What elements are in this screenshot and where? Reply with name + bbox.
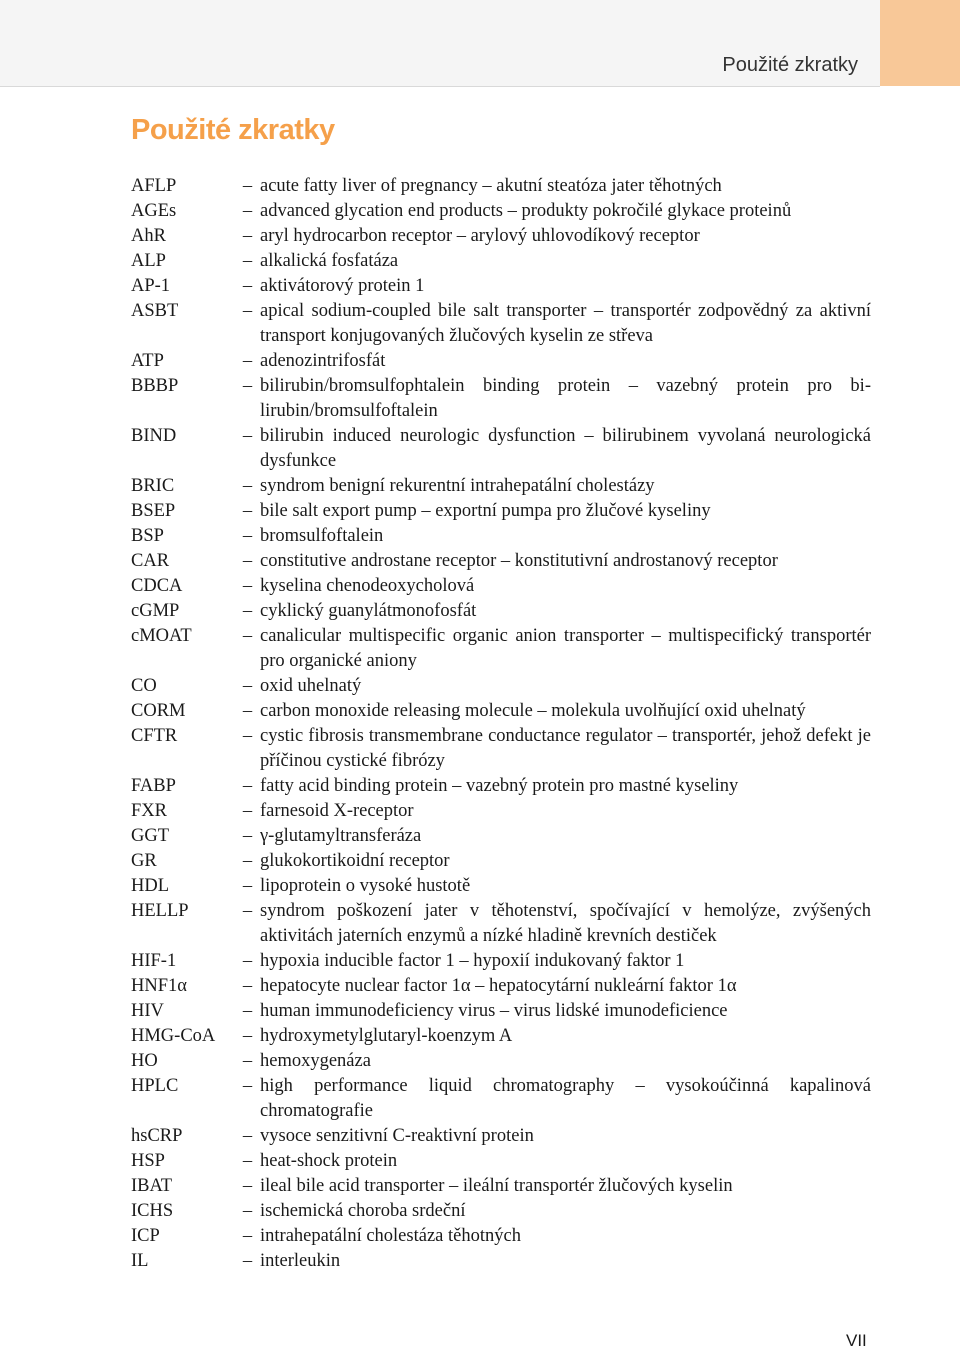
definition: ischemická choroba srdeční bbox=[260, 1201, 466, 1221]
definition: hydroxymetylglutaryl-koenzym A bbox=[260, 1026, 513, 1046]
abbreviation: HIV bbox=[131, 1001, 164, 1021]
separator-dash: – bbox=[242, 1176, 253, 1196]
abbreviation: cMOAT bbox=[131, 626, 192, 646]
separator-dash: – bbox=[242, 576, 253, 596]
abbreviation: HDL bbox=[131, 876, 170, 896]
separator-dash: – bbox=[242, 726, 253, 746]
list-item bbox=[131, 674, 871, 699]
separator-dash: – bbox=[242, 901, 253, 921]
definition: interleukin bbox=[260, 1251, 341, 1271]
definition: hemoxygenáza bbox=[260, 1051, 371, 1071]
separator-dash: – bbox=[242, 626, 253, 646]
definition: fatty acid binding protein – vazebný protein pro mastné kyseliny bbox=[260, 776, 739, 796]
list-item bbox=[131, 849, 871, 874]
definition: carbon monoxide releasing molecule – molekula uvolňující oxid uhelnatý bbox=[260, 701, 806, 721]
separator-dash: – bbox=[242, 176, 253, 196]
definition: bile salt export pump – exportní pumpa pro žlučové kyseliny bbox=[260, 501, 711, 521]
abbreviation: BIND bbox=[131, 426, 177, 446]
abbreviation: GGT bbox=[131, 826, 170, 846]
definition: canalicular multispecific organic anion transporter – multispecifický transportér pro organické aniony bbox=[260, 626, 871, 671]
header-color-tab bbox=[880, 0, 960, 86]
definition: apical sodium-coupled bile salt transporter – transportér zodpovědný za aktivní transport konjugovaných žlučových kyselin ze střeva bbox=[260, 301, 871, 346]
list-item bbox=[131, 499, 871, 524]
separator-dash: – bbox=[242, 801, 253, 821]
list-item bbox=[131, 1024, 871, 1049]
abbreviation: ATP bbox=[131, 351, 164, 371]
list-item bbox=[131, 424, 871, 474]
abbreviation: HPLC bbox=[131, 1076, 179, 1096]
list-item bbox=[131, 599, 871, 624]
separator-dash: – bbox=[242, 951, 253, 971]
list-item bbox=[131, 474, 871, 499]
list-item bbox=[131, 199, 871, 224]
list-item bbox=[131, 1049, 871, 1074]
list-item bbox=[131, 574, 871, 599]
abbreviation: GR bbox=[131, 851, 157, 871]
definition: aktivátorový protein 1 bbox=[260, 276, 425, 296]
definition: bromsulfoftalein bbox=[260, 526, 384, 546]
list-item bbox=[131, 274, 871, 299]
list-item bbox=[131, 824, 871, 849]
separator-dash: – bbox=[242, 1076, 253, 1096]
abbreviation-list bbox=[131, 174, 871, 1274]
list-item bbox=[131, 774, 871, 799]
separator-dash: – bbox=[242, 426, 253, 446]
abbreviation: HMG-CoA bbox=[131, 1026, 216, 1046]
page-number: VII bbox=[846, 1331, 867, 1350]
definition: intrahepatální cholestáza těhotných bbox=[260, 1226, 521, 1246]
separator-dash: – bbox=[242, 601, 253, 621]
definition: heat-shock protein bbox=[260, 1151, 398, 1171]
definition: cystic fibrosis transmembrane conductance regulator – transportér, jehož defekt je příčinou cystické fibrózy bbox=[260, 726, 871, 771]
list-item bbox=[131, 374, 871, 424]
definition: acute fatty liver of pregnancy – akutní steatóza jater těhotných bbox=[260, 176, 722, 196]
separator-dash: – bbox=[242, 976, 253, 996]
definition: aryl hydrocarbon receptor – arylový uhlovodíkový receptor bbox=[260, 226, 700, 246]
separator-dash: – bbox=[242, 376, 253, 396]
list-item bbox=[131, 699, 871, 724]
list-item bbox=[131, 1224, 871, 1249]
abbreviation: IL bbox=[131, 1251, 149, 1271]
list-item bbox=[131, 549, 871, 574]
definition: oxid uhelnatý bbox=[260, 676, 362, 696]
definition: constitutive androstane receptor – konstitutivní androstanový receptor bbox=[260, 551, 778, 571]
abbreviation: AP-1 bbox=[131, 276, 171, 296]
separator-dash: – bbox=[242, 526, 253, 546]
list-item bbox=[131, 799, 871, 824]
list-item bbox=[131, 624, 871, 674]
separator-dash: – bbox=[242, 1251, 253, 1271]
separator-dash: – bbox=[242, 501, 253, 521]
abbreviation: HO bbox=[131, 1051, 158, 1071]
definition: lipoprotein o vysoké hustotě bbox=[260, 876, 471, 896]
list-item bbox=[131, 1174, 871, 1199]
abbreviation: hsCRP bbox=[131, 1126, 183, 1146]
list-item bbox=[131, 1249, 871, 1274]
abbreviation: HIF-1 bbox=[131, 951, 177, 971]
definition: alkalická fosfatáza bbox=[260, 251, 399, 271]
definition: kyselina chenodeoxycholová bbox=[260, 576, 475, 596]
abbreviation: ASBT bbox=[131, 301, 179, 321]
separator-dash: – bbox=[242, 476, 253, 496]
list-item bbox=[131, 874, 871, 899]
separator-dash: – bbox=[242, 301, 253, 321]
separator-dash: – bbox=[242, 226, 253, 246]
list-item bbox=[131, 949, 871, 974]
separator-dash: – bbox=[242, 1126, 253, 1146]
list-item bbox=[131, 224, 871, 249]
definition: adenozintrifosfát bbox=[260, 351, 386, 371]
list-item bbox=[131, 1124, 871, 1149]
abbreviation: BSEP bbox=[131, 501, 176, 521]
separator-dash: – bbox=[242, 551, 253, 571]
definition: γ-glutamyltransferáza bbox=[260, 826, 422, 846]
separator-dash: – bbox=[242, 251, 253, 271]
abbreviation: CAR bbox=[131, 551, 170, 571]
definition: syndrom poškození jater v těhotenství, spočívající v hemolýze, zvýšených aktivitách jaterních enzymů a nízké hladině krevních destiček bbox=[260, 901, 871, 946]
definition: syndrom benigní rekurentní intrahepatální cholestázy bbox=[260, 476, 655, 496]
separator-dash: – bbox=[242, 1226, 253, 1246]
abbreviation: AhR bbox=[131, 226, 166, 246]
definition: advanced glycation end products – produkty pokročilé glykace proteinů bbox=[260, 201, 792, 221]
separator-dash: – bbox=[242, 776, 253, 796]
list-item bbox=[131, 299, 871, 349]
abbreviation: HELLP bbox=[131, 901, 189, 921]
running-head: Použité zkratky bbox=[722, 54, 858, 76]
definition: hypoxia inducible factor 1 – hypoxií indukovaný faktor 1 bbox=[260, 951, 685, 971]
definition: farnesoid X-receptor bbox=[260, 801, 414, 821]
list-item bbox=[131, 899, 871, 949]
separator-dash: – bbox=[242, 276, 253, 296]
definition: bilirubin induced neurologic dysfunction – bilirubinem vyvolaná neurologická dysfunkce bbox=[260, 426, 871, 471]
definition: vysoce senzitivní C-reaktivní protein bbox=[260, 1126, 534, 1146]
abbreviation: AGEs bbox=[131, 201, 177, 221]
definition: human immunodeficiency virus – virus lidské imunodeficience bbox=[260, 1001, 728, 1021]
definition: cyklický guanylátmonofosfát bbox=[260, 601, 477, 621]
abbreviation: HSP bbox=[131, 1151, 165, 1171]
definition: glukokortikoidní receptor bbox=[260, 851, 450, 871]
abbreviation: CO bbox=[131, 676, 157, 696]
list-item bbox=[131, 1074, 871, 1124]
separator-dash: – bbox=[242, 1026, 253, 1046]
separator-dash: – bbox=[242, 1001, 253, 1021]
abbreviation: cGMP bbox=[131, 601, 180, 621]
abbreviation: BBBP bbox=[131, 376, 179, 396]
list-item bbox=[131, 524, 871, 549]
abbreviation: HNF1α bbox=[131, 976, 187, 996]
abbreviation: AFLP bbox=[131, 176, 177, 196]
list-item bbox=[131, 724, 871, 774]
abbreviation: BSP bbox=[131, 526, 164, 546]
separator-dash: – bbox=[242, 1051, 253, 1071]
page-title: Použité zkratky bbox=[131, 114, 335, 146]
definition: hepatocyte nuclear factor 1α – hepatocytární nukleární faktor 1α bbox=[260, 976, 737, 996]
list-item bbox=[131, 1149, 871, 1174]
list-item bbox=[131, 1199, 871, 1224]
abbreviation: FABP bbox=[131, 776, 176, 796]
definition: high performance liquid chromatography – vysokoúčinná kapalinová chromatografie bbox=[260, 1076, 871, 1121]
abbreviation: CORM bbox=[131, 701, 186, 721]
definition: ileal bile acid transporter – ileální transportér žlučových kyselin bbox=[260, 1176, 733, 1196]
abbreviation: CFTR bbox=[131, 726, 178, 746]
abbreviation: BRIC bbox=[131, 476, 175, 496]
separator-dash: – bbox=[242, 676, 253, 696]
abbreviation: ICP bbox=[131, 1226, 160, 1246]
list-item bbox=[131, 349, 871, 374]
abbreviation: CDCA bbox=[131, 576, 183, 596]
separator-dash: – bbox=[242, 201, 253, 221]
separator-dash: – bbox=[242, 1151, 253, 1171]
list-item bbox=[131, 999, 871, 1024]
list-item bbox=[131, 249, 871, 274]
abbreviation: ALP bbox=[131, 251, 166, 271]
list-item bbox=[131, 174, 871, 199]
separator-dash: – bbox=[242, 351, 253, 371]
separator-dash: – bbox=[242, 701, 253, 721]
separator-dash: – bbox=[242, 876, 253, 896]
abbreviation: FXR bbox=[131, 801, 167, 821]
abbreviation: IBAT bbox=[131, 1176, 173, 1196]
separator-dash: – bbox=[242, 851, 253, 871]
definition: bilirubin/bromsulfophtalein binding protein – vazebný protein pro bilirubin/bromsulfoftalein bbox=[260, 376, 871, 421]
separator-dash: – bbox=[242, 1201, 253, 1221]
separator-dash: – bbox=[242, 826, 253, 846]
abbreviation: ICHS bbox=[131, 1201, 174, 1221]
list-item bbox=[131, 974, 871, 999]
